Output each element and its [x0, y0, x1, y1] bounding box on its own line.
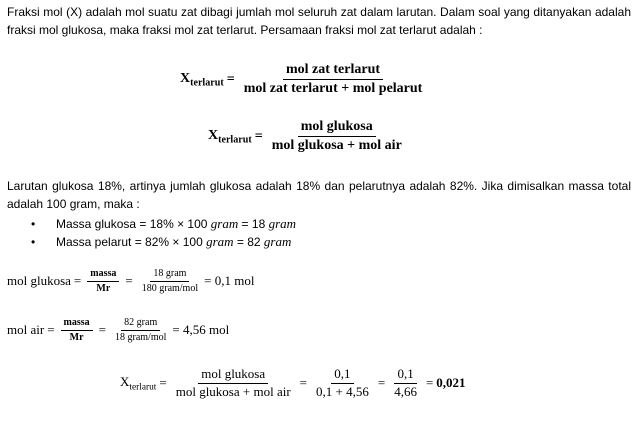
- list-item: • Massa pelarut = 82% × 100 gram = 82 gram: [0, 233, 296, 251]
- equation-lhs: $X_{terlarut}$: [120, 374, 157, 393]
- fraction: $\frac{\text{massa}}{Mr}$: [87, 268, 119, 294]
- fraction: $\frac{\text{mol glukosa}}{\text{mol glukosa + mol air}}$: [175, 366, 291, 399]
- fraction: $\frac{\text{massa}}{Mr}$: [61, 317, 93, 343]
- final-equation: $X_{terlarut}$ = $\frac{\text{mol glukosa}}{\text{mol glukosa + mol air}}$ = $\frac{0,1}{0,1 + 4,56}$ = $\frac{0,1}{4,66}$ = 0,021: [120, 366, 466, 399]
- equation-fraction-glucose: $X_{terlarut}$ = $\frac{\text{mol glukosa}}{\text{mol glukosa + mol air}}$: [208, 119, 408, 154]
- equation-lhs: $X_{terlarut}$: [180, 70, 224, 89]
- fraction: $\frac{\text{18 gram}}{\text{180 gram/mol}}$: [141, 268, 199, 294]
- fraction: $\frac{0,1}{4,66}$: [394, 366, 417, 399]
- intro-paragraph: Fraksi mol (X) adalah mol suatu zat dibagi jumlah mol seluruh zat dalam larutan. Dalam soal yang ditanyakan adalah fraksi mol glukosa, maka fraksi mol zat terlarut. Persamaan fraksi mol zat terlarut adalah :: [7, 5, 631, 37]
- fraction: $\frac{\text{mol zat terlarut}}{\text{mol zat terlarut + mol pelarut}}$: [243, 62, 423, 97]
- solution-paragraph: Larutan glukosa 18%, artinya jumlah glukosa adalah 18% dan pelarutnya adalah 82%. Jika dimisalkan massa total adalah 100 gram, maka :: [7, 179, 631, 211]
- fraction: $\frac{0,1}{0,1 + 4,56}$: [316, 366, 369, 399]
- equation-fraction-general: $X_{terlarut}$ = $\frac{\text{mol zat terlarut}}{\text{mol zat terlarut + mol pelarut}}$: [180, 62, 428, 97]
- list-item: • Massa glukosa = 18% × 100 gram = 18 gram: [0, 215, 296, 233]
- fraction: $\frac{\text{mol glukosa}}{\text{mol glukosa + mol air}}$: [271, 119, 402, 154]
- equation-lhs: $X_{terlarut}$: [208, 127, 252, 146]
- calc-mol-air: mol air = $\frac{\text{massa}}{Mr}$ = $\frac{\text{82 gram}}{\text{18 gram/mol}}$ = 4,56 mol: [7, 317, 230, 343]
- mass-list: [0, 215, 296, 251]
- fraction: $\frac{\text{82 gram}}{\text{18 gram/mol}}$: [115, 317, 167, 343]
- calc-mol-glukosa: mol glukosa = $\frac{\text{massa}}{Mr}$ = $\frac{\text{18 gram}}{\text{180 gram/mol}}$ = 0,1 mol: [7, 268, 255, 294]
- final-result: 0,021: [436, 375, 466, 391]
